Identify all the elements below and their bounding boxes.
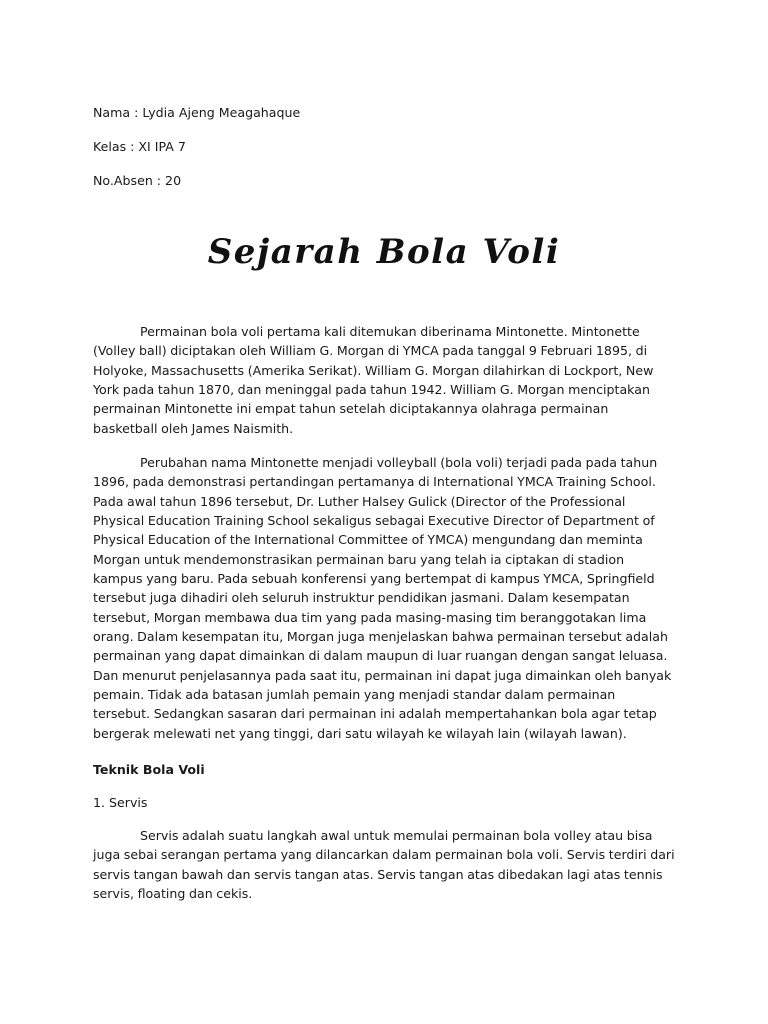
paragraph-intro: Permainan bola voli pertama kali ditemukan diberinama Mintonette. Mintonette (Volley ball) diciptakan oleh William G. Morgan di YMCA pada tanggal 9 Februari 1895, di Holyoke, Massachusetts (Amerika Serikat). William G. Morgan dilahirkan di Lockport, New York pada tahun 1870, dan meninggal pada tahun 1942. William G. Morgan menciptakan permainan Mintonette ini empat tahun setelah diciptakannya olahraga permainan basketball oleh James Naismith. [93, 324, 654, 436]
paragraph-servis: Servis adalah suatu langkah awal untuk memulai permainan bola volley atau bisa juga sebai serangan pertama yang dilancarkan dalam permainan bola voli. Servis terdiri dari servis tangan bawah dan servis tangan atas. Servis tangan atas dibedakan lagi atas tennis servis, floating dan cekis. [93, 828, 675, 902]
document-title: Sejarah Bola Voli [207, 232, 561, 272]
paragraph-history: Perubahan nama Mintonette menjadi volleyball (bola voli) terjadi pada pada tahun 1896, pada demonstrasi pertandingan pertamanya di International YMCA Training School. Pada awal tahun 1896 tersebut, Dr. Luther Halsey Gulick (Director of the Professional Physical Education Training School sekaligus sebagai Executive Director of Department of Physical Education of the International Committee of YMCA) mengundang dan meminta Morgan untuk mendemonstrasikan permainan baru yang telah ia ciptakan di stadion kampus yang baru. Pada sebuah konferensi yang bertempat di kampus YMCA, Springfield tersebut juga dihadiri oleh seluruh instruktur pendidikan jasmani. Dalam kesempatan tersebut, Morgan membawa dua tim yang pada masing-masing tim beranggotakan lima orang. Dalam kesempatan itu, Morgan juga menjelaskan bahwa permainan tersebut adalah permainan yang dapat dimainkan di dalam maupun di luar ruangan dengan sangat leluasa. Dan menurut penjelasannya pada saat itu, permainan ini dapat juga dimainkan oleh banyak pemain. Tidak ada batasan jumlah pemain yang menjadi standar dalam permainan tersebut. Sedangkan sasaran dari permainan ini adalah mempertahankan bola agar tetap bergerak melewati net yang tinggi, dari satu wilayah ke wilayah lain (wilayah lawan). [93, 455, 672, 741]
section-heading: Teknik Bola Voli [93, 762, 205, 777]
student-class: Kelas : XI IPA 7 [93, 139, 186, 154]
subsection-heading: 1. Servis [93, 795, 148, 810]
student-number: No.Absen : 20 [93, 173, 182, 188]
student-name: Nama : Lydia Ajeng Meagahaque [93, 105, 301, 120]
